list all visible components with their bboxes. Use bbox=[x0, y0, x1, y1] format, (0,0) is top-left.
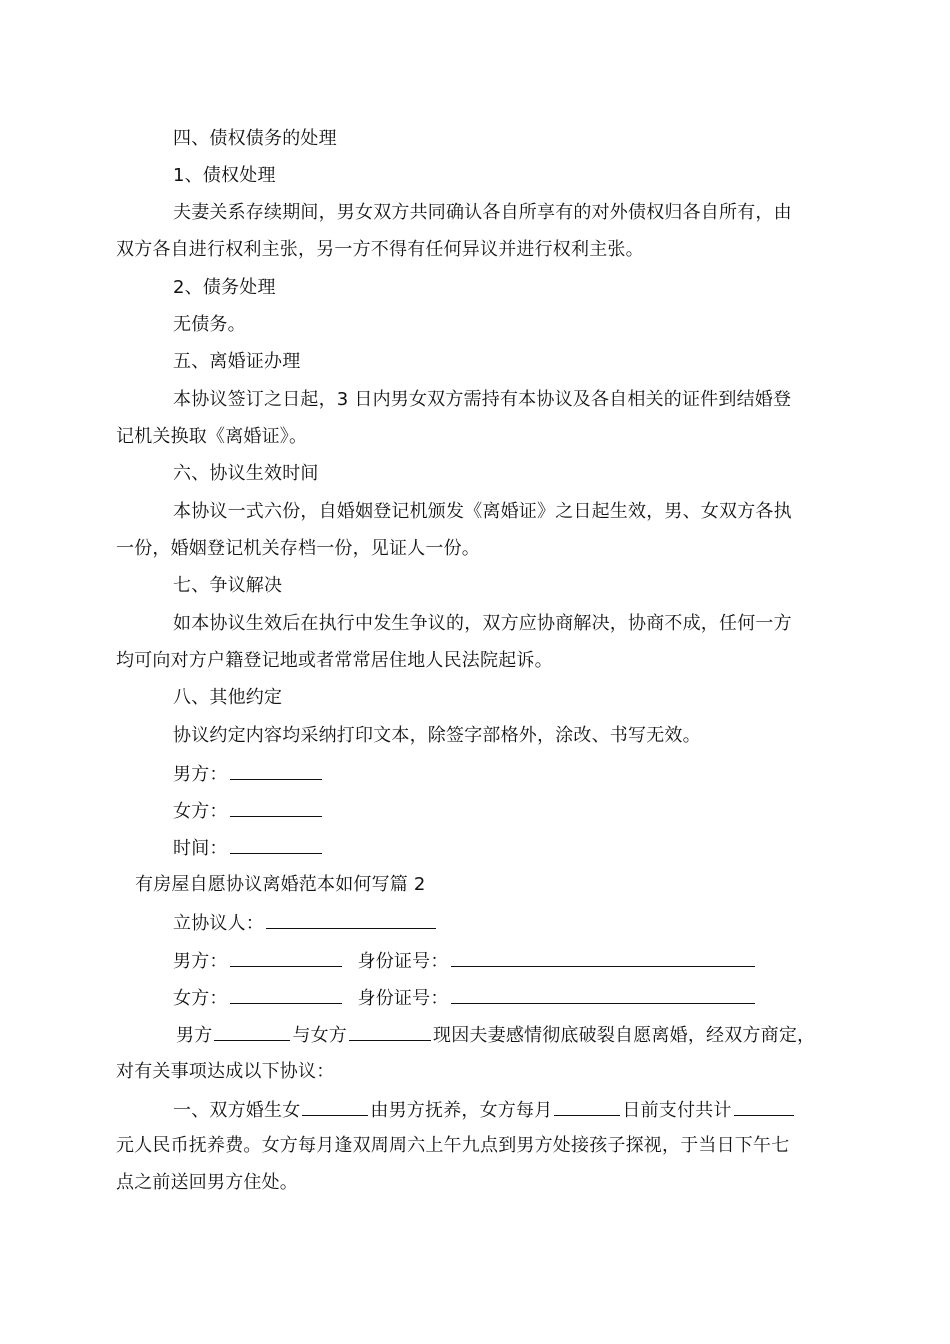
item-1-text-3: 日前支付共计 bbox=[622, 1100, 732, 1121]
item-1-text-1: 一、双方婚生女 bbox=[173, 1100, 301, 1121]
item-1-text-2: 由男方抚养，女方每月 bbox=[370, 1100, 553, 1121]
signature-woman-blank[interactable] bbox=[230, 798, 322, 817]
signature-woman-line bbox=[173, 798, 324, 824]
section-8-heading: 八、其他约定 bbox=[173, 687, 283, 708]
section-6-heading: 六、协议生效时间 bbox=[173, 463, 319, 484]
section-4-para-1b: 双方各自进行权利主张，另一方不得有任何异议并进行权利主张。 bbox=[116, 239, 644, 260]
item-1-line-c: 点之前送回男方住处。 bbox=[116, 1172, 298, 1193]
intro-text-2: 与女方 bbox=[292, 1025, 348, 1046]
woman-label: 女方： bbox=[173, 988, 228, 1009]
signature-man-label: 男方： bbox=[173, 764, 228, 785]
item-1-daughter-blank[interactable] bbox=[302, 1097, 368, 1116]
signature-time-line bbox=[173, 835, 324, 861]
woman-id-blank[interactable] bbox=[451, 985, 755, 1004]
section-5-para-a: 本协议签订之日起，3 日内男女双方需持有本协议及各自相关的证件到结婚登 bbox=[173, 389, 792, 410]
woman-id-line bbox=[173, 985, 757, 1011]
item-1-line-a bbox=[173, 1097, 796, 1123]
intro-woman-blank[interactable] bbox=[349, 1022, 431, 1041]
man-label: 男方： bbox=[173, 951, 228, 972]
man-id-label: 身份证号： bbox=[357, 951, 449, 972]
section-4-sub-2: 2、债务处理 bbox=[173, 277, 276, 298]
section-4-heading: 四、债权债务的处理 bbox=[173, 128, 337, 149]
party-line bbox=[173, 910, 438, 936]
man-name-blank[interactable] bbox=[230, 948, 342, 967]
section-6-para-b: 一份，婚姻登记机关存档一份，见证人一份。 bbox=[116, 538, 480, 559]
intro-man-blank[interactable] bbox=[214, 1022, 290, 1041]
item-1-line-b: 元人民币抚养费。女方每月逢双周周六上午九点到男方处接孩子探视，于当日下午七 bbox=[116, 1135, 790, 1156]
section-4-para-1a: 夫妻关系存续期间，男女双方共同确认各自所享有的对外债权归各自所有，由 bbox=[173, 202, 792, 223]
section-5-heading: 五、离婚证办理 bbox=[173, 351, 301, 372]
signature-man-blank[interactable] bbox=[230, 761, 322, 780]
section-7-para-b: 均可向对方户籍登记地或者常常居住地人民法院起诉。 bbox=[116, 650, 553, 671]
part-2-title: 有房屋自愿协议离婚范本如何写篇 2 bbox=[135, 874, 426, 895]
section-6-para-a: 本协议一式六份，自婚姻登记机颁发《离婚证》之日起生效，男、女双方各执 bbox=[173, 501, 792, 522]
item-1-day-blank[interactable] bbox=[554, 1097, 620, 1116]
section-7-heading: 七、争议解决 bbox=[173, 575, 283, 596]
section-4-para-2: 无债务。 bbox=[173, 314, 246, 335]
section-7-para-a: 如本协议生效后在执行中发生争议的，双方应协商解决，协商不成，任何一方 bbox=[173, 613, 792, 634]
man-id-blank[interactable] bbox=[451, 948, 755, 967]
intro-text-3: 现因夫妻感情彻底破裂自愿离婚，经双方商定， bbox=[433, 1025, 816, 1046]
signature-time-blank[interactable] bbox=[230, 835, 322, 854]
woman-id-label: 身份证号： bbox=[357, 988, 449, 1009]
intro-line-a bbox=[176, 1022, 815, 1048]
intro-text-1: 男方 bbox=[176, 1025, 213, 1046]
signature-man-line bbox=[173, 761, 324, 787]
signature-time-label: 时间： bbox=[173, 838, 228, 859]
section-8-para: 协议约定内容均采纳打印文本，除签字部格外，涂改、书写无效。 bbox=[173, 725, 701, 746]
party-label: 立协议人： bbox=[173, 913, 264, 934]
item-1-amount-blank[interactable] bbox=[734, 1097, 794, 1116]
party-blank[interactable] bbox=[266, 910, 436, 929]
section-5-para-b: 记机关换取《离婚证》。 bbox=[116, 426, 308, 447]
man-id-line bbox=[173, 948, 757, 974]
intro-line-b: 对有关事项达成以下协议： bbox=[116, 1061, 335, 1082]
woman-name-blank[interactable] bbox=[230, 985, 342, 1004]
signature-woman-label: 女方： bbox=[173, 801, 228, 822]
section-4-sub-1: 1、债权处理 bbox=[173, 165, 276, 186]
